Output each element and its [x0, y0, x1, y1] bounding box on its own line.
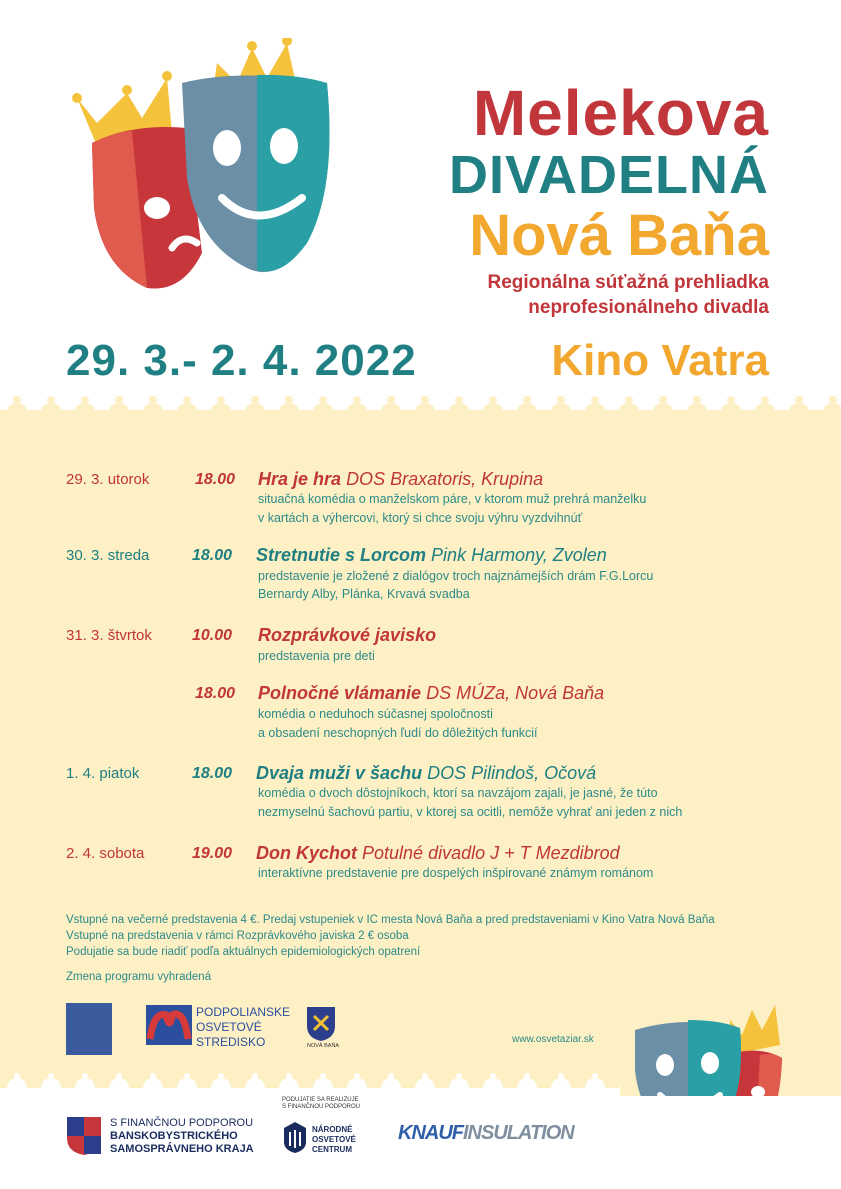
noc-support-text — [282, 1097, 360, 1111]
info-covid: Podujatie sa bude riadiť podľa aktuálnych epidemiologických opatrení — [66, 946, 421, 958]
decorative-scallop-border-bottom — [0, 1068, 841, 1096]
event-title-line — [256, 763, 596, 784]
noc-name-line: NÁRODNÉ — [312, 1125, 353, 1134]
pos-name — [196, 1005, 290, 1050]
knauf-insulation-logo — [398, 1122, 574, 1145]
event-group: Potulné divadlo J + T Mezdibrod — [362, 843, 620, 863]
event-time: 18.00 — [192, 765, 233, 782]
knauf-wordmark: KNAUF — [398, 1122, 463, 1144]
subtitle-line-2: neprofesionálneho divadla — [528, 297, 769, 318]
noc-name — [312, 1125, 356, 1155]
title-line-3: Nová Baňa — [469, 203, 769, 268]
info-change-notice: Zmena programu vyhradená — [66, 971, 212, 983]
event-title-line — [256, 843, 620, 864]
decorative-scallop-border — [0, 392, 841, 426]
nova-bana-crest-icon — [306, 1006, 336, 1042]
event-day: 29. 3. utorok — [66, 471, 150, 488]
bbsk-text-line: BANSKOBYSTRICKÉHO — [110, 1130, 238, 1142]
noc-support-line: PODUJATIE SA REALIZUJE — [282, 1097, 359, 1103]
title-line-1: Melekova — [472, 77, 769, 149]
subtitle-line-1: Regionálna súťažná prehliadka — [487, 272, 769, 293]
event-description: a obsadení neschopných ľudí do dôležitých funkcií — [258, 726, 538, 740]
event-group: DOS Braxatoris, Krupina — [346, 469, 544, 489]
happy-mask-icon — [182, 75, 330, 272]
event-title: Rozprávkové javisko — [258, 625, 437, 645]
bbsk-text — [110, 1117, 254, 1156]
event-description: predstavenia pre deti — [258, 649, 375, 663]
event-description: v kartách a výhercovi, ktorý si chce svoju výhru vyzdvihnúť — [258, 511, 583, 525]
event-time: 18.00 — [195, 685, 236, 702]
event-title: Hra je hra — [258, 469, 342, 489]
info-kids-admission: Vstupné na predstavenia v rámci Rozprávkového javiska 2 € osoba — [66, 930, 409, 942]
event-description: predstavenie je zložené z dialógov troch najznámejších drám F.G.Lorcu — [258, 569, 654, 583]
noc-support-line: S FINANČNOU PODPOROU — [282, 1104, 361, 1110]
event-title-line — [258, 683, 604, 704]
event-description: situačná komédia o manželskom páre, v ktorom muž prehrá manželku — [258, 492, 647, 506]
noc-logo-icon — [282, 1120, 308, 1154]
festival-venue: Kino Vatra — [551, 336, 769, 385]
event-description: Bernardy Alby, Plánka, Krvavá svadba — [258, 587, 470, 601]
event-group: Pink Harmony, Zvolen — [431, 545, 607, 565]
pos-logo-icon — [146, 1005, 192, 1045]
event-title: Polnočné vlámanie — [258, 683, 422, 703]
event-time: 18.00 — [192, 547, 233, 564]
noc-name-line: CENTRUM — [312, 1145, 352, 1154]
event-time: 10.00 — [192, 627, 233, 644]
bbsk-text-line: SAMOSPRÁVNEHO KRAJA — [110, 1143, 254, 1155]
event-description: interaktívne predstavenie pre dospelých inšpirované známym románom — [258, 866, 654, 880]
pos-name-line: PODPOLIANSKE — [196, 1005, 291, 1019]
info-admission: Vstupné na večerné predstavenia 4 €. Predaj vstupeniek v IC mesta Nová Baňa a pred predstaveniami v Kino Vatra Nová Baňa — [66, 914, 715, 926]
event-day: 1. 4. piatok — [66, 765, 140, 782]
pos-name-line: OSVETOVÉ — [196, 1020, 262, 1034]
bbsk-crest-icon — [66, 1116, 102, 1156]
noc-name-line: OSVETOVÉ — [312, 1135, 356, 1144]
event-day: 30. 3. streda — [66, 547, 150, 564]
event-time: 18.00 — [195, 471, 236, 488]
event-description: komédia o neduhoch súčasnej spoločnosti — [258, 707, 493, 721]
festival-dates: 29. 3.- 2. 4. 2022 — [66, 336, 417, 385]
event-title: Don Kychot — [256, 843, 357, 863]
event-description: nezmyselnú šachovú partiu, v ktorej sa ocitli, nemôže vyhrať ani jeden z nich — [258, 805, 683, 819]
event-title-line — [258, 625, 436, 646]
insulation-wordmark: INSULATION — [463, 1122, 574, 1144]
event-title-line — [256, 545, 607, 566]
event-day: 2. 4. sobota — [66, 845, 145, 862]
website-link[interactable]: www.osvetaziar.sk — [512, 1034, 594, 1045]
event-time: 19.00 — [192, 845, 233, 862]
event-description: komédia o dvoch dôstojníkoch, ktorí sa navzájom zajali, je jasné, že túto — [258, 786, 658, 800]
event-group: DS MÚZa, Nová Baňa — [426, 683, 605, 703]
pos-name-line: STREDISKO — [196, 1035, 266, 1049]
event-title-line — [258, 469, 543, 490]
event-title: Stretnutie s Lorcom — [256, 545, 427, 565]
sad-mask-icon — [92, 127, 202, 289]
crest-caption: NOVÁ BAŇA — [307, 1043, 340, 1049]
event-group: DOS Pilindoš, Očová — [427, 763, 597, 783]
event-day: 31. 3. štvrtok — [66, 627, 152, 644]
bos-logo — [66, 1003, 112, 1055]
event-title: Dvaja muži v šachu — [256, 763, 423, 783]
title-line-2: DIVADELNÁ — [448, 145, 769, 205]
theater-masks-logo — [72, 38, 347, 298]
bbsk-text-line: S FINANČNOU PODPOROU — [110, 1117, 254, 1129]
